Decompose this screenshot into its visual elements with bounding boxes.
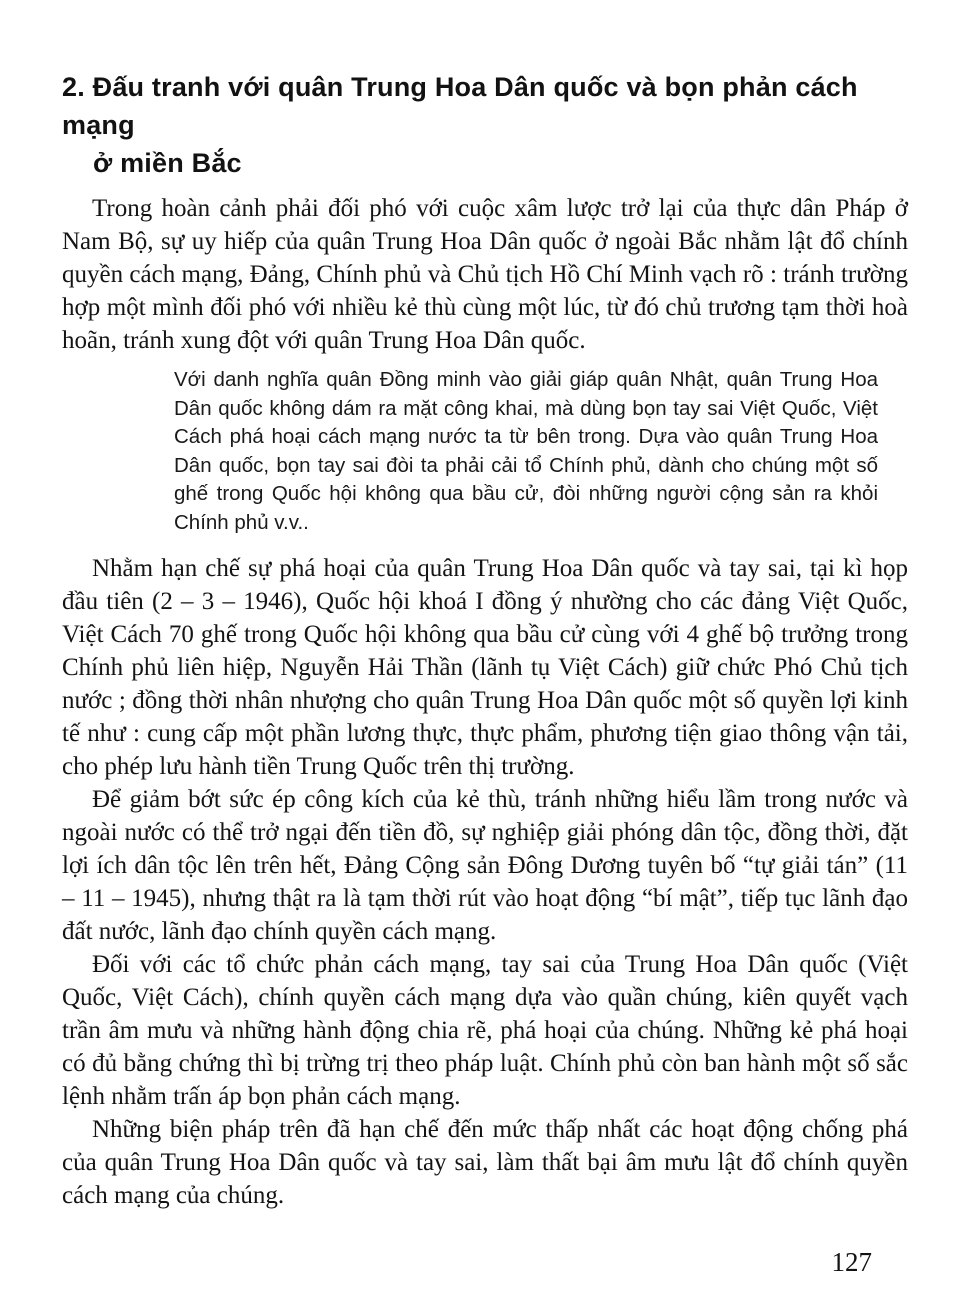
paragraph-conclusion: Những biện pháp trên đã hạn chế đến mức thấp nhất các hoạt động chống phá của quân Trung Hoa Dân quốc và tay sai, làm thất bại âm mưu lật đổ chính quyền cách mạng của chúng.	[62, 1116, 908, 1209]
section-heading-line2: ở miền Bắc	[93, 148, 242, 178]
paragraph-concessions: Nhằm hạn chế sự phá hoại của quân Trung Hoa Dân quốc và tay sai, tại kì họp đầu tiên (2 – 3 – 1946), Quốc hội khoá I đồng ý nhường cho các đảng Việt Quốc, Việt Cách 70 ghế trong Quốc hội không qua bầu cử cùng với 4 ghế bộ trưởng trong Chính phủ liên hiệp, Nguyễn Hải Thần (lãnh tụ Việt Cách) giữ chức Phó Chủ tịch nước ; đồng thời nhân nhượng cho quân Trung Hoa Dân quốc một số quyền lợi kinh tế như : cung cấp một phần lương thực, thực phẩm, phương tiện giao thông vận tải, cho phép lưu hành tiền Trung Quốc trên thị trường.	[62, 555, 908, 780]
paragraph-intro: Trong hoàn cảnh phải đối phó với cuộc xâm lược trở lại của thực dân Pháp ở Nam Bộ, sự uy hiếp của quân Trung Hoa Dân quốc ở ngoài Bắc nhằm lật đổ chính quyền cách mạng, Đảng, Chính phủ và Chủ tịch Hồ Chí Minh vạch rõ : tránh trường hợp một mình đối phó với nhiều kẻ thù cùng một lúc, từ đó chủ trương tạm thời hoà hoãn, tránh xung đột với quân Trung Hoa Dân quốc.	[62, 195, 908, 354]
paragraph-party-dissolution: Để giảm bớt sức ép công kích của kẻ thù, tránh những hiểu lầm trong nước và ngoài nước có thể trở ngại đến tiền đồ, sự nghiệp giải phóng dân tộc, đồng thời, đặt lợi ích dân tộc lên trên hết, Đảng Cộng sản Đông Dương tuyên bố “tự giải tán” (11 – 11 – 1945), nhưng thật ra là tạm thời rút vào hoạt động “bí mật”, tiếp tục lãnh đạo đất nước, lãnh đạo chính quyền cách mạng.	[62, 786, 908, 945]
reading-passage: Với danh nghĩa quân Đồng minh vào giải giáp quân Nhật, quân Trung Hoa Dân quốc không dám ra mặt công khai, mà dùng bọn tay sai Việt Quốc, Việt Cách phá hoại cách mạng nước ta từ bên trong. Dựa vào quân Trung Hoa Dân quốc, bọn tay sai đòi ta phải cải tổ Chính phủ, dành cho chúng một số ghế trong Quốc hội không qua bầu cử, đòi những người cộng sản ra khỏi Chính phủ v.v..	[174, 368, 878, 534]
section-heading-line1: 2. Đấu tranh với quân Trung Hoa Dân quốc và bọn phản cách mạng	[62, 72, 858, 140]
page-number: 127	[831, 1247, 872, 1277]
section-heading	[62, 68, 908, 182]
paragraph-counter-revolutionaries: Đối với các tổ chức phản cách mạng, tay sai của Trung Hoa Dân quốc (Việt Quốc, Việt Cách), chính quyền cách mạng dựa vào quần chúng, kiên quyết vạch trần âm mưu và những hành động chia rẽ, phá hoại của chúng. Những kẻ phá hoại có đủ bằng chứng thì bị trừng trị theo pháp luật. Chính phủ còn ban hành một số sắc lệnh nhằm trấn áp bọn phản cách mạng.	[62, 951, 908, 1110]
